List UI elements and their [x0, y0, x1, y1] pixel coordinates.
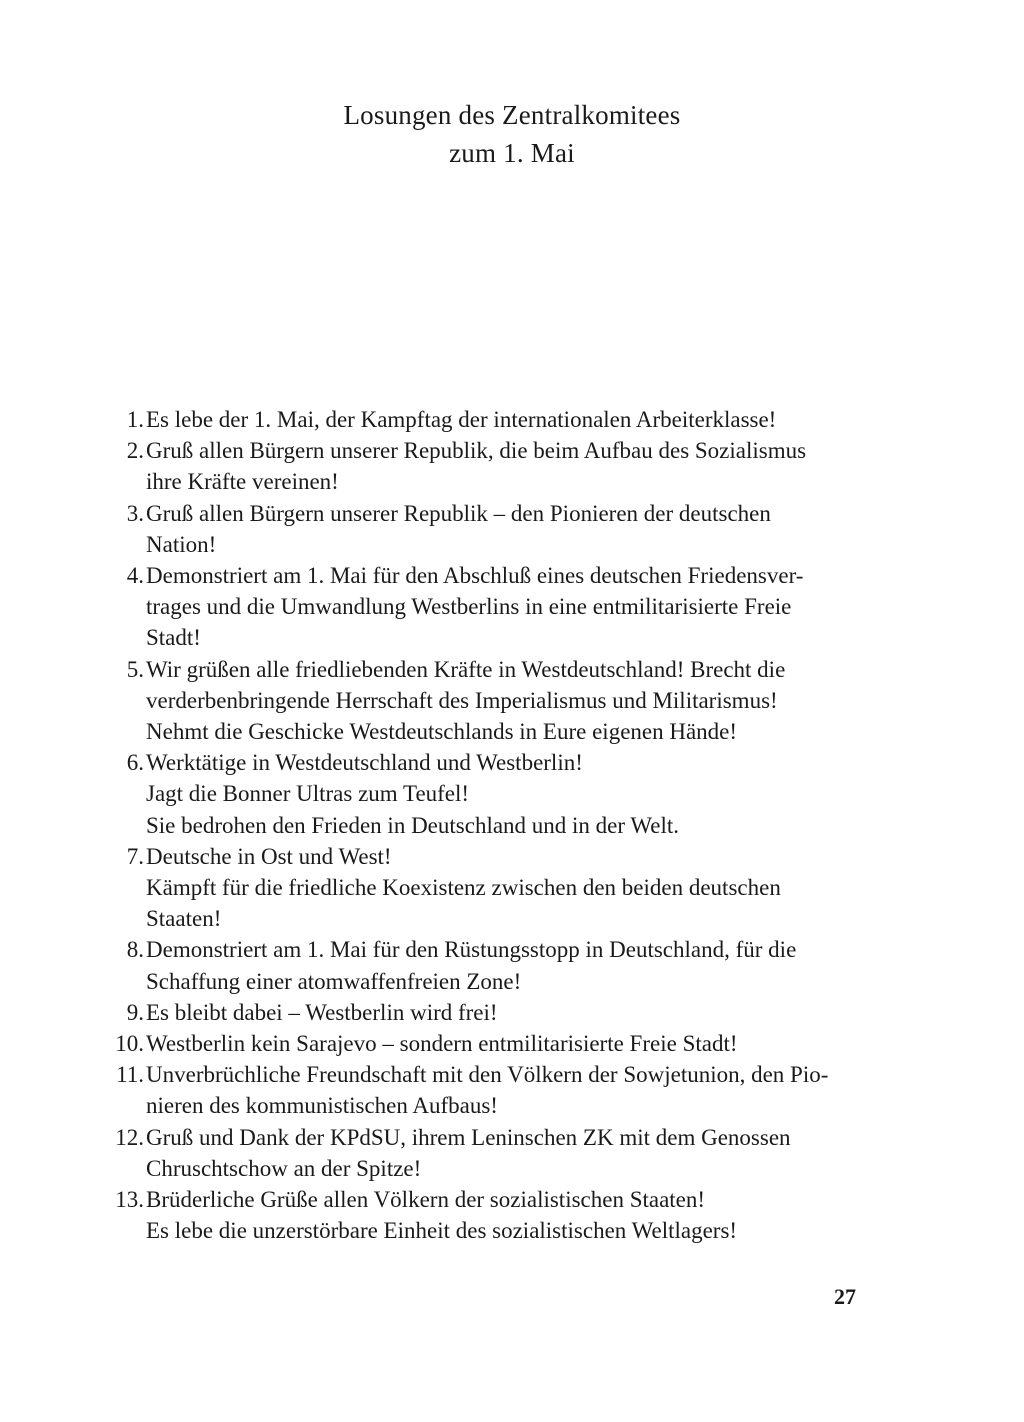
slogan-item: [100, 1059, 890, 1121]
slogan-number: 4.: [126, 563, 144, 589]
slogan-item: [100, 934, 890, 996]
slogan-text-line: Unverbrüchliche Freundschaft mit den Völkern der Sowjetunion, den Pio-: [146, 1062, 829, 1088]
slogan-text-line: Sie bedrohen den Frieden in Deutschland und in der Welt.: [146, 812, 679, 838]
slogan-text: [146, 841, 890, 935]
slogan-text-line: Es lebe die unzerstörbare Einheit des sozialistischen Weltlagers!: [146, 1218, 738, 1244]
slogan-text-line: Gruß und Dank der KPdSU, ihrem Leninschen ZK mit dem Genossen: [146, 1124, 791, 1150]
title-line-1: Losungen des Zentralkomitees: [343, 100, 681, 130]
slogan-text: [146, 934, 890, 996]
slogan-number: 10.: [115, 1031, 144, 1057]
slogan-text-line: Demonstriert am 1. Mai für den Rüstungsstopp in Deutschland, für die: [146, 937, 797, 963]
slogan-text-line: nieren des kommunistischen Aufbaus!: [146, 1093, 498, 1119]
slogan-number: 13.: [115, 1187, 144, 1213]
title-line-2: zum 1. Mai: [449, 138, 575, 168]
slogan-text: [146, 747, 890, 841]
slogan-item: [100, 435, 890, 497]
slogan-text: [146, 498, 890, 560]
slogan-item: [100, 1028, 890, 1059]
slogan-item: [100, 997, 890, 1028]
slogan-text: [146, 404, 890, 435]
slogan-text-line: Schaffung einer atomwaffenfreien Zone!: [146, 968, 522, 994]
slogan-text-line: Nehmt die Geschicke Westdeutschlands in Eure eigenen Hände!: [146, 719, 738, 745]
page-title: [0, 96, 1024, 172]
slogan-item: [100, 560, 890, 654]
slogan-text-line: Es bleibt dabei – Westberlin wird frei!: [146, 999, 498, 1025]
slogan-text-line: Es lebe der 1. Mai, der Kampftag der internationalen Arbeiterklasse!: [146, 407, 777, 432]
slogan-text-line: Kämpft für die friedliche Koexistenz zwischen den beiden deutschen: [146, 875, 781, 901]
slogan-text: [146, 1059, 890, 1121]
slogan-text-line: Chruschtschow an der Spitze!: [146, 1155, 422, 1181]
slogan-item: [100, 654, 890, 748]
slogan-number: 8.: [126, 937, 144, 963]
slogan-text-line: Wir grüßen alle friedliebenden Kräfte in Westdeutschland! Brecht die: [146, 656, 786, 682]
slogan-text-line: Gruß allen Bürgern unserer Republik – den Pionieren der deutschen: [146, 500, 771, 526]
slogan-text-line: Westberlin kein Sarajevo – sondern entmilitarisierte Freie Stadt!: [146, 1031, 738, 1057]
slogan-text: [146, 1028, 890, 1059]
slogan-item: [100, 498, 890, 560]
slogan-text-line: Staaten!: [146, 906, 222, 932]
slogan-text-line: Gruß allen Bürgern unserer Republik, die beim Aufbau des Sozialismus: [146, 438, 807, 464]
slogan-item: [100, 1184, 890, 1246]
slogan-text-line: verderbenbringende Herrschaft des Imperialismus und Militarismus!: [146, 687, 778, 713]
slogan-item: [100, 841, 890, 935]
slogan-number: 6.: [126, 750, 144, 776]
slogan-text-line: trages und die Umwandlung Westberlins in eine entmilitarisierte Freie: [146, 594, 792, 620]
slogan-text: [146, 1184, 890, 1246]
slogan-text-line: Stadt!: [146, 625, 201, 651]
slogan-item: [100, 747, 890, 841]
slogan-text: [146, 654, 890, 748]
slogan-text-line: Deutsche in Ost und West!: [146, 843, 392, 869]
slogan-text-line: Brüderliche Grüße allen Völkern der sozialistischen Staaten!: [146, 1187, 706, 1213]
slogan-text-line: ihre Kräfte vereinen!: [146, 469, 339, 495]
slogan-list: [100, 404, 890, 1246]
slogan-number: 12.: [115, 1124, 144, 1150]
slogan-text-line: Jagt die Bonner Ultras zum Teufel!: [146, 781, 470, 807]
page-number: 27: [834, 1284, 856, 1309]
slogan-item: [100, 404, 890, 435]
slogan-number: 1.: [126, 407, 144, 432]
slogan-text: [146, 997, 890, 1028]
slogan-text-line: Demonstriert am 1. Mai für den Abschluß eines deutschen Friedensver-: [146, 563, 804, 589]
slogan-number: 7.: [126, 843, 144, 869]
slogan-number: 5.: [126, 656, 144, 682]
slogan-text: [146, 560, 890, 654]
slogan-text: [146, 1122, 890, 1184]
slogan-text: [146, 435, 890, 497]
slogan-number: 2.: [126, 438, 144, 464]
slogan-item: [100, 1122, 890, 1184]
slogan-number: 11.: [116, 1062, 144, 1088]
slogan-number: 3.: [126, 500, 144, 526]
slogan-number: 9.: [126, 999, 144, 1025]
slogan-text-line: Nation!: [146, 531, 217, 557]
slogan-text-line: Werktätige in Westdeutschland und Westberlin!: [146, 750, 583, 776]
